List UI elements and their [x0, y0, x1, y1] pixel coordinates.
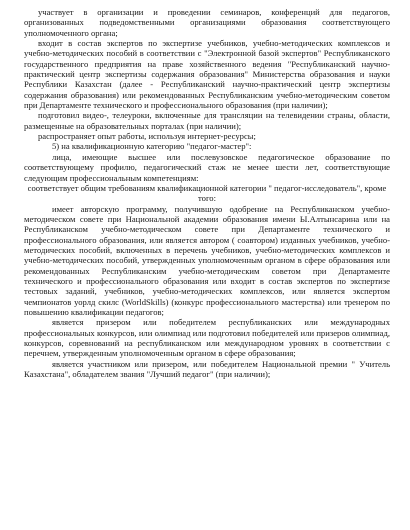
paragraph-education-requirements: лица, имеющие высшее или послевузовское педагогическое образование по соответствующему профилю, педагогический стаж не менее шести лет, соответствующие следующим профессиональным компетенциям:	[24, 151, 390, 183]
paragraph-category-heading: 5) на квалификационную категорию "педагог-мастер":	[52, 141, 252, 152]
paragraph-video-lessons: подготовил видео-, телеуроки, включенные для трансляции на телевидении страны, области, размещенные на образовательных порталах (при наличии);	[24, 110, 390, 131]
paragraph-author-program: имеет авторскую программу, получившую одобрение на Республиканском учебно-методическом совете при Национальной академии образования имени Ы.Алтынсарина или на Республиканском учебно-методическом совете при Департаменте технического и профессионального образования, или является автором ( соавтором) изданных учебников, учебно-методических пособий, включенных в перечень учебников, учебно-методических комплексов и учебно-методических пособий, утвержденных уполномоченным органом в сфере образования или рекомендованных Республиканским учебно-методическим советом при Департаменте технического и профессионального образования или входит в состав экспертов по экспертизе тестовых заданий, учебников, учебно-методических комплексов, или является экспертом чемпионатов уорлд скилс (WorldSkills) (конкурс профессионального мастерства) или тренером по повышению квалификации педагогов;	[24, 203, 390, 317]
paragraph-internet-resources: распространяет опыт работы, используя интернет-ресурсы;	[38, 131, 256, 142]
paragraph-national-prize: является участником или призером, или победителем Национальной премии " Учитель Казахстана", обладателем звания "Лучший педагог" (при наличии);	[24, 358, 390, 380]
paragraph-seminars: участвует в организации и проведении семинаров, конференций для педагогов, организованных подведомственными организациями образования соответствующего уполномоченного органа;	[24, 7, 390, 38]
paragraph-expert-textbooks: входит в состав экспертов по экспертизе учебников, учебно-методических комплексов и учебно-методических пособий в соответствии с "Электронной базой экспертов" Республиканского государственного предприятия на праве хозяйственного ведения "Республиканский научно-практический центр экспертизы содержания образования" Министерства образования и науки Республики Казахстан (далее - Республиканский научно-практический центр экспертизы содержания образования) или рекомендованных Республиканским учебно-методическим советом при Департаменте технического и профессионального образования (при наличии);	[24, 38, 390, 111]
paragraph-contest-winner: является призером или победителем республиканских или международных профессиональных конкурсов, или олимпиад или подготовил победителей или призеров олимпиад, конкурсов, соревнований на республиканском или международном уровнях в соответствии с перечнем, утвержденным уполномоченным органом в сфере образования;	[24, 317, 390, 359]
paragraph-general-requirements: соответствует общим требованиям квалификационной категории " педагог-исследователь", кроме того:	[27, 182, 387, 204]
